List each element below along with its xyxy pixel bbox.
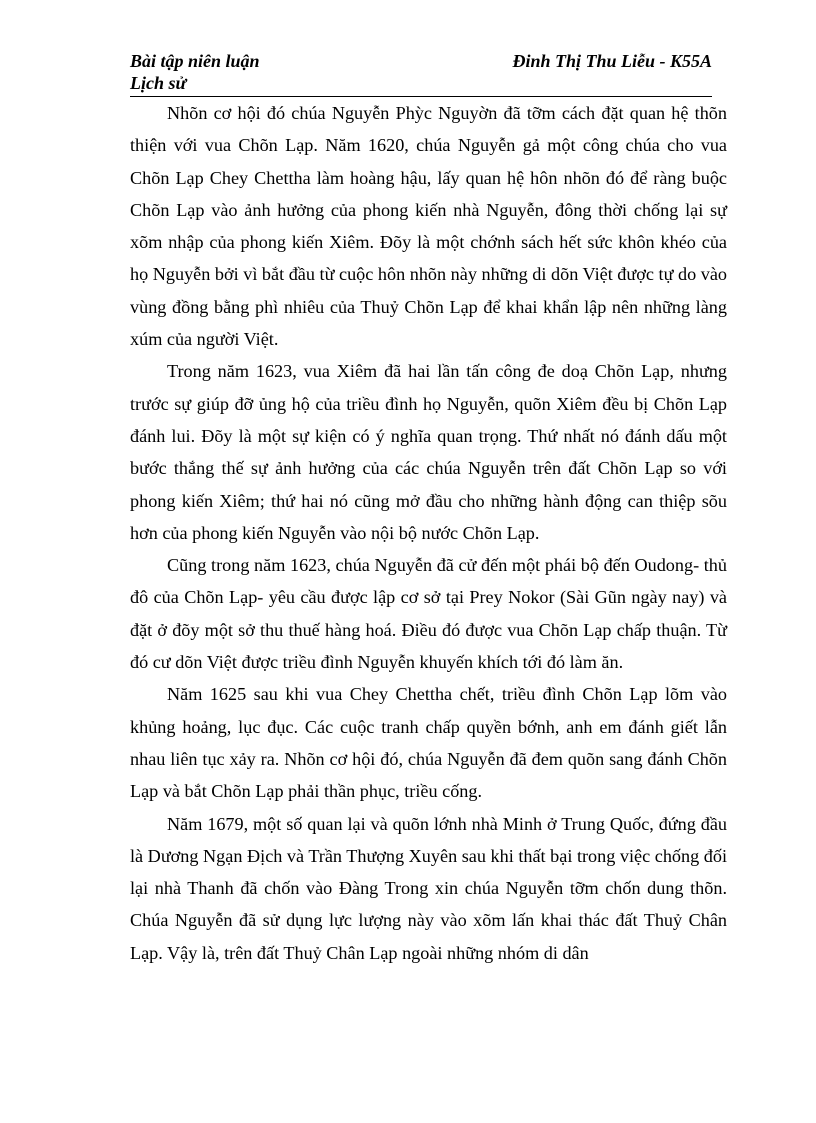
paragraph: Cũng trong năm 1623, chúa Nguyễn đã cử đến một phái bộ đến Oudong- thủ đô của Chõn Lạp- yêu cầu được lập cơ sở tại Prey Nokor (Sài Gũn ngày nay) và đặt ở đõy một sở thu thuế hàng hoá. Điều đó được vua Chõn Lạp chấp thuận. Từ đó cư dõn Việt được triều đình Nguyễn khuyến khích tới đó làm ăn. (130, 555, 727, 673)
paragraph: Năm 1625 sau khi vua Chey Chettha chết, triều đình Chõn Lạp lõm vào khủng hoảng, lục đục. Các cuộc tranh chấp quyền bớnh, anh em đánh giết lẫn nhau liên tục xảy ra. Nhõn cơ hội đó, chúa Nguyễn đã đem quõn sang đánh Chõn Lạp và bắt Chõn Lạp phải thần phục, triều cống. (130, 684, 727, 802)
header-subject: Lịch sử (130, 73, 187, 93)
header-course-title: Bài tập niên luận (130, 51, 260, 71)
header-row (130, 50, 712, 72)
paragraph: Năm 1679, một số quan lại và quõn lớnh nhà Minh ở Trung Quốc, đứng đầu là Dương Ngạn Địch và Trần Thượng Xuyên sau khi thất bại trong việc chống đối lại nhà Thanh đã chốn vào Đàng Trong xin chúa Nguyễn tỡm chốn dung thõn. Chúa Nguyễn đã sử dụng lực lượng này vào xõm lấn khai thác đất Thuỷ Chân Lạp. Vậy là, trên đất Thuỷ Chân Lạp ngoài những nhóm di dân (130, 813, 727, 963)
paragraph: Nhõn cơ hội đó chúa Nguyễn Phỳc Nguyờn đã tỡm cách đặt quan hệ thõn thiện với vua Chõn Lạp. Năm 1620, chúa Nguyễn gả một công chúa cho vua Chõn Lạp Chey Chettha làm hoàng hậu, lấy quan hệ hôn nhõn đó để ràng buộc Chõn Lạp vào ảnh hưởng của phong kiến nhà Nguyễn, đông thời chống lại sự xõm nhập của phong kiến Xiêm. Đõy là một chớnh sách hết sức khôn khéo của họ Nguyễn bởi vì bắt đầu từ cuộc hôn nhõn này những di dõn Việt được tự do vào vùng đồng bằng phì nhiêu của Thuỷ Chõn Lạp để khai khẩn lập nên những làng xúm của người Việt. (130, 103, 727, 350)
header-author: Đinh Thị Thu Liễu - K55A (512, 51, 712, 71)
paragraph: Trong năm 1623, vua Xiêm đã hai lần tấn công đe doạ Chõn Lạp, nhưng trước sự giúp đỡ ủng hộ của triều đình họ Nguyễn, quõn Xiêm đều bị Chõn Lạp đánh lui. Đõy là một sự kiện có ý nghĩa quan trọng. Thứ nhất nó đánh dấu một bước thắng thế sự ảnh hưởng của các chúa Nguyễn trên đất Chõn Lạp so với phong kiến Xiêm; thứ hai nó cũng mở đầu cho những hành động can thiệp sõu hơn của phong kiến Nguyễn vào nội bộ nước Chõn Lạp. (130, 361, 727, 543)
page-header (130, 50, 712, 94)
document-body (130, 97, 727, 969)
